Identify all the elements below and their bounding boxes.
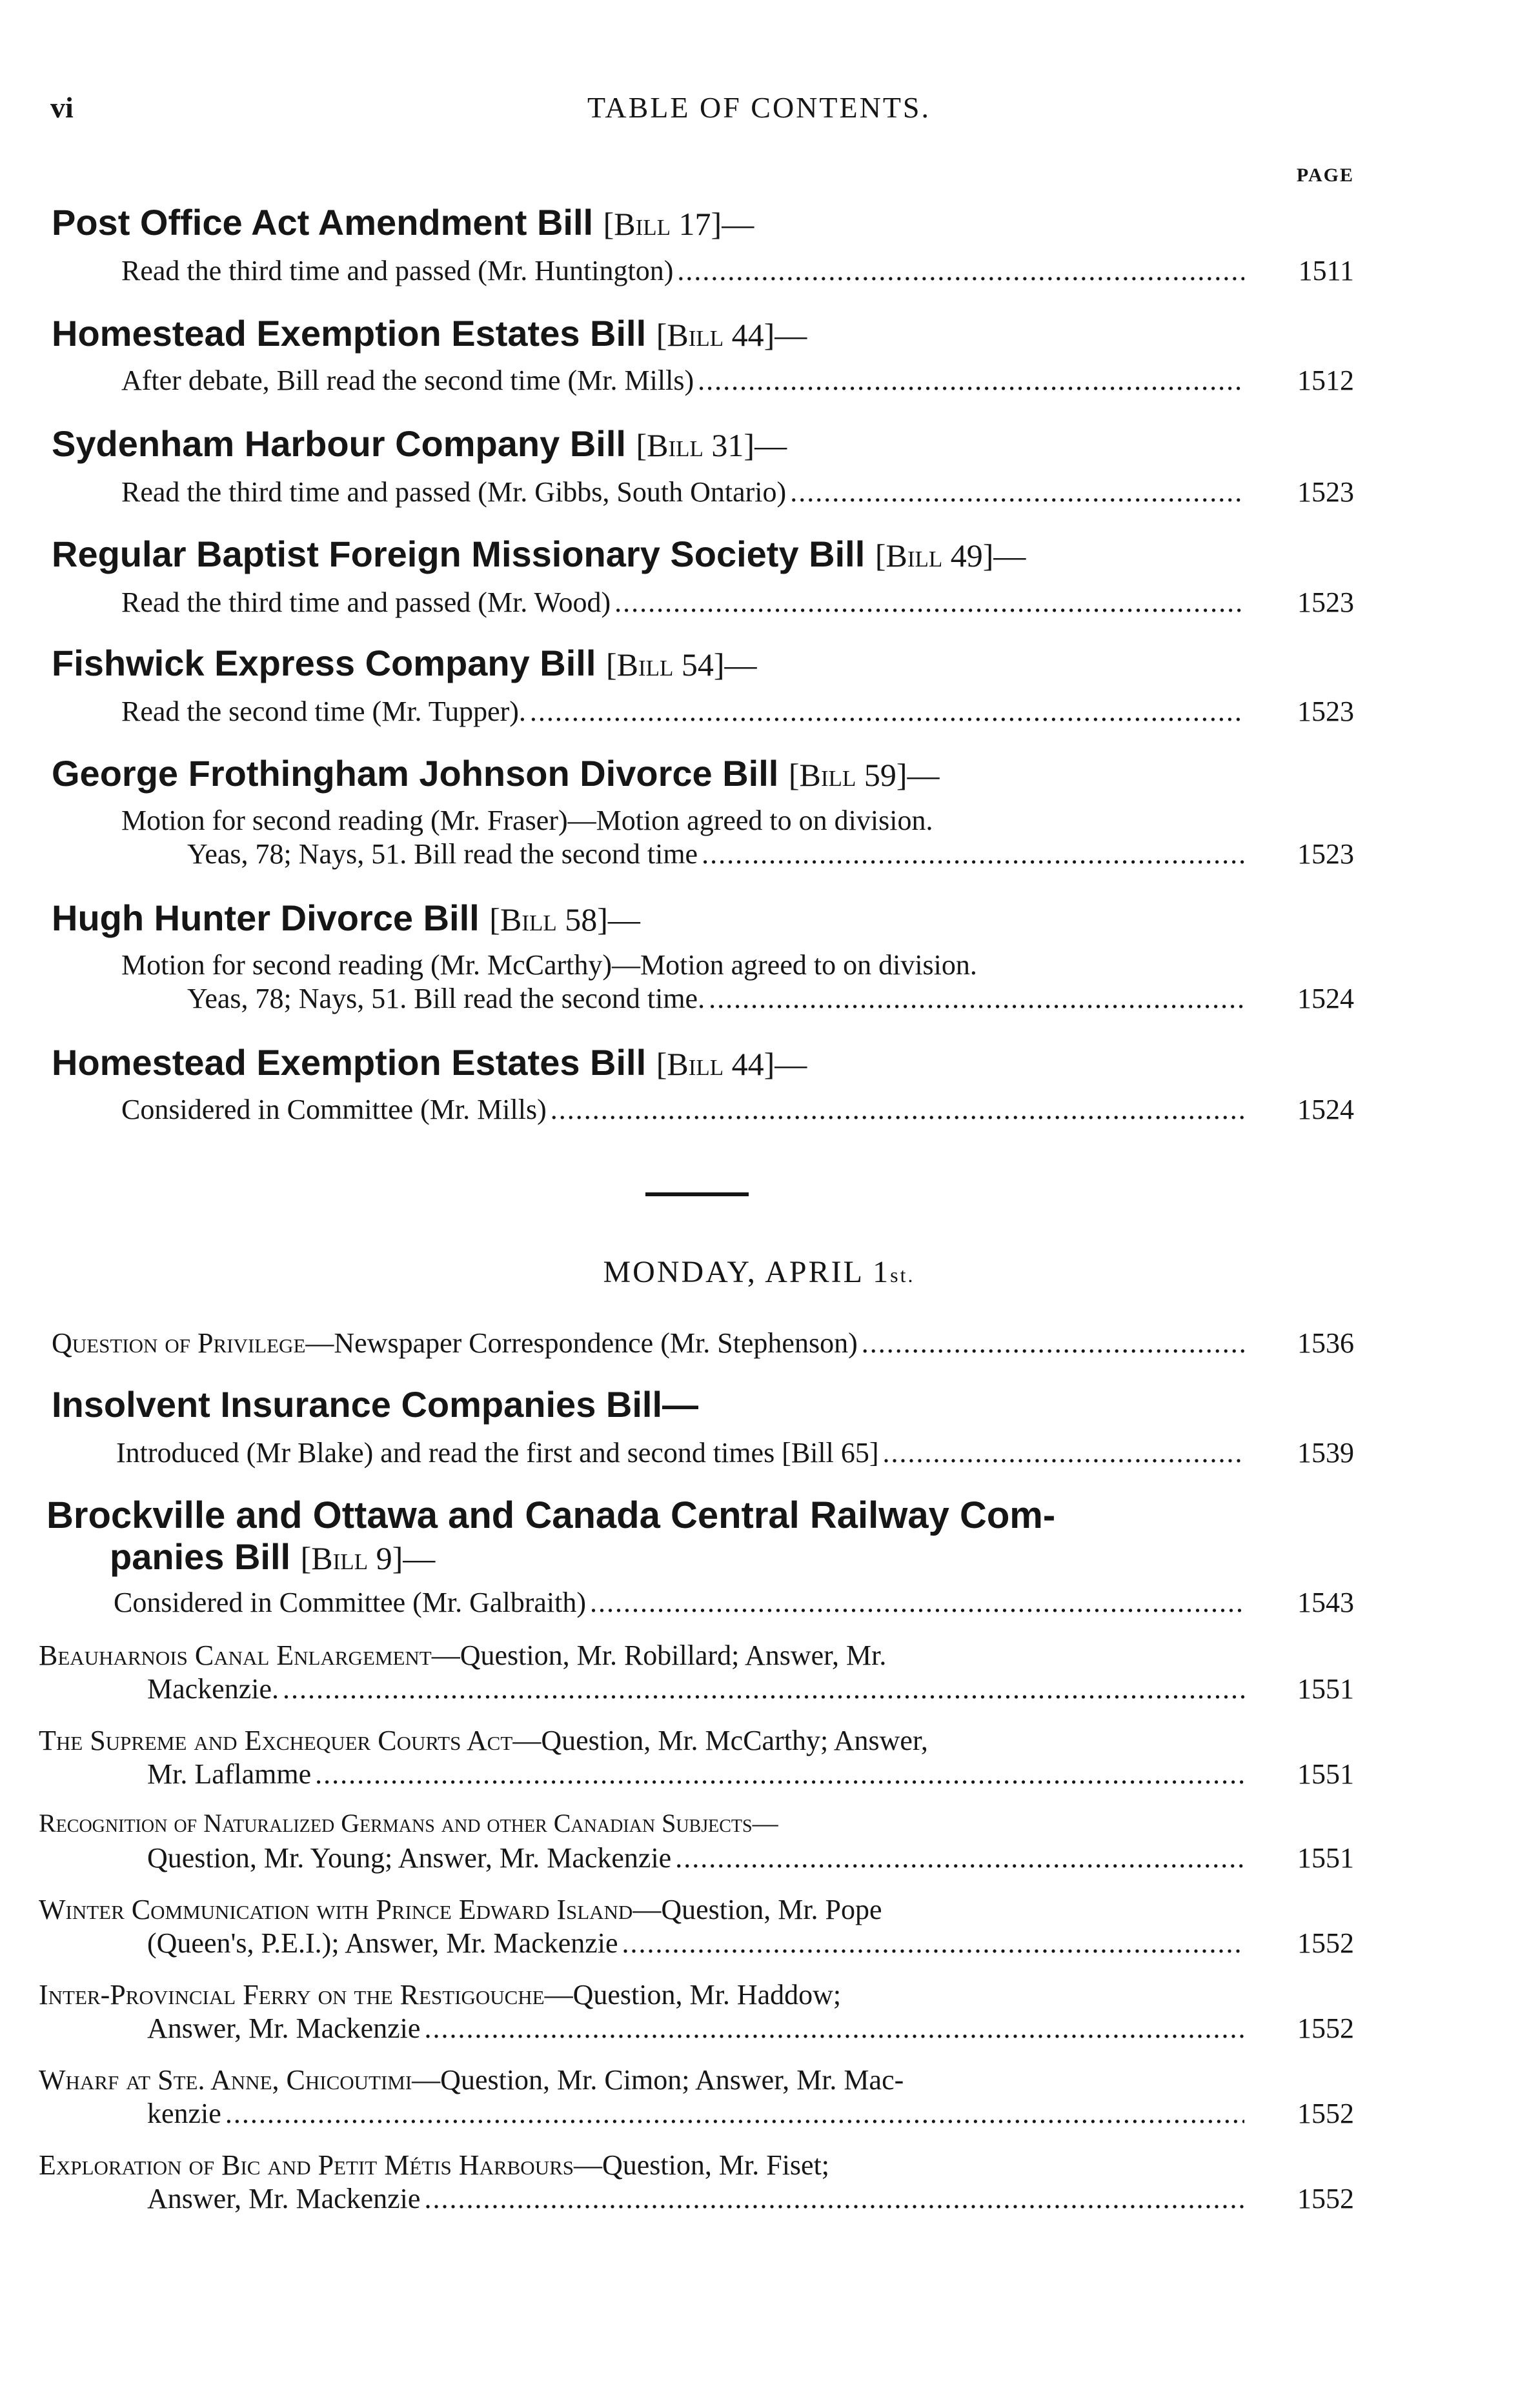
entry-text: —Question, Mr. Fiset; xyxy=(574,2149,830,2181)
leader-dots xyxy=(590,1586,1244,1619)
entry-line xyxy=(39,2063,904,2100)
leader-dots xyxy=(883,1436,1244,1469)
leader-dots xyxy=(424,2182,1244,2215)
entry-line xyxy=(147,1841,1244,1878)
entry-line xyxy=(147,2012,1244,2048)
entry-line xyxy=(39,1893,882,1929)
bill-number: [Bill 9]— xyxy=(300,1540,436,1576)
page-number: 1552 xyxy=(1297,2098,1354,2129)
bill-heading xyxy=(52,201,754,243)
page-column-label: PAGE xyxy=(1296,165,1354,186)
entry-line xyxy=(121,1093,1244,1129)
entry-lead: Winter Communication with Prince Edward Island xyxy=(39,1894,633,1925)
entry-line xyxy=(147,1758,1244,1794)
leader-dots xyxy=(675,1841,1244,1874)
bill-heading xyxy=(52,897,640,939)
entry-text: —Newspaper Correspondence (Mr. Stephenson) xyxy=(305,1327,858,1359)
entry-text: —Question, Mr. McCarthy; Answer, xyxy=(512,1725,928,1756)
entry-text: Answer, Mr. Mackenzie xyxy=(147,2183,421,2214)
entry-line xyxy=(39,1639,886,1675)
entry-line xyxy=(39,1808,778,1844)
entry-text: After debate, Bill read the second time (Mr. Mills) xyxy=(121,365,694,396)
leader-dots xyxy=(614,586,1244,619)
bill-title: Homestead Exemption Estates Bill xyxy=(52,313,647,354)
entry-line xyxy=(39,1978,841,2014)
entry-line xyxy=(121,948,977,985)
entry-text: Answer, Mr. Mackenzie xyxy=(147,2012,421,2044)
page-number: 1511 xyxy=(1298,255,1354,286)
entry-line xyxy=(114,1586,1244,1622)
leader-dots xyxy=(225,2097,1244,2130)
leader-dots xyxy=(530,695,1244,728)
page-number: 1551 xyxy=(1297,1842,1354,1874)
leader-dots xyxy=(698,364,1244,397)
bill-heading xyxy=(52,642,757,684)
bill-number: [Bill 31]— xyxy=(636,427,787,463)
entry-lead: The Supreme and Exchequer Courts Act xyxy=(39,1725,513,1756)
section-heading xyxy=(0,1254,1518,1290)
page-number: 1523 xyxy=(1297,476,1354,508)
bill-title: George Frothingham Johnson Divorce Bill xyxy=(52,753,779,794)
running-title: TABLE OF CONTENTS. xyxy=(587,91,931,124)
page-number: 1543 xyxy=(1297,1587,1354,1618)
bill-heading xyxy=(52,752,939,794)
bill-number: [Bill 58]— xyxy=(489,901,640,938)
entry-text: Read the third time and passed (Mr. Gibbs, South Ontario) xyxy=(121,476,787,508)
bill-title: Fishwick Express Company Bill xyxy=(52,643,596,683)
entry-line xyxy=(147,2097,1244,2133)
entry-line xyxy=(52,1327,1244,1363)
entry-line xyxy=(121,695,1244,731)
entry-text: —Question, Mr. Cimon; Answer, Mr. Mac- xyxy=(412,2064,904,2096)
section-date: MONDAY, APRIL 1 xyxy=(603,1255,891,1289)
section-divider xyxy=(645,1192,749,1196)
leader-dots xyxy=(283,1672,1244,1705)
page-number: 1523 xyxy=(1297,838,1354,870)
entry-text: Introduced (Mr Blake) and read the first and second times [Bill 65] xyxy=(116,1437,879,1469)
page-number: 1536 xyxy=(1297,1327,1354,1359)
leader-dots xyxy=(862,1327,1244,1360)
entry-line xyxy=(121,364,1244,400)
page-number: 1551 xyxy=(1297,1673,1354,1705)
page-number: 1539 xyxy=(1297,1437,1354,1469)
bill-title: Regular Baptist Foreign Missionary Society Bill xyxy=(52,534,865,574)
leader-dots xyxy=(551,1093,1244,1126)
entry-text: Motion for second reading (Mr. Fraser)—Motion agreed to on division. xyxy=(121,805,933,836)
entry-line xyxy=(121,476,1244,512)
entry-text: —Question, Mr. Robillard; Answer, Mr. xyxy=(431,1640,887,1671)
bill-title: Insolvent Insurance Companies Bill— xyxy=(52,1384,699,1425)
entry-text: Read the second time (Mr. Tupper). xyxy=(121,696,526,727)
bill-title: panies Bill xyxy=(110,1536,291,1577)
bill-heading-continued xyxy=(110,1536,435,1578)
entry-line xyxy=(187,982,1244,1018)
page-number: 1552 xyxy=(1297,2012,1354,2044)
leader-dots xyxy=(424,2012,1244,2045)
entry-text: Motion for second reading (Mr. McCarthy)—Motion agreed to on division. xyxy=(121,949,977,981)
page-number: 1552 xyxy=(1297,2183,1354,2214)
bill-number: [Bill 44]— xyxy=(656,317,807,353)
section-date-suffix: st. xyxy=(890,1263,915,1287)
entry-lead: Beauharnois Canal Enlargement xyxy=(39,1640,432,1671)
bill-title: Hugh Hunter Divorce Bill xyxy=(52,898,480,938)
entry-text: Considered in Committee (Mr. Galbraith) xyxy=(114,1587,586,1618)
bill-title: Homestead Exemption Estates Bill xyxy=(52,1042,647,1083)
entry-lead: Question of Privilege xyxy=(52,1327,306,1359)
entry-text: (Queen's, P.E.I.); Answer, Mr. Mackenzie xyxy=(147,1927,618,1959)
bill-title: Sydenham Harbour Company Bill xyxy=(52,423,626,464)
entry-line xyxy=(121,804,933,840)
bill-number: [Bill 44]— xyxy=(656,1046,807,1082)
entry-line xyxy=(147,1927,1244,1963)
bill-heading xyxy=(52,533,1026,575)
entry-lead: Recognition of Naturalized Germans and other Canadian Subjects xyxy=(39,1809,753,1838)
leader-dots xyxy=(790,476,1244,508)
entry-text: — xyxy=(752,1809,778,1838)
bill-heading xyxy=(52,1383,698,1425)
entry-line xyxy=(39,2149,829,2185)
bill-title: Post Office Act Amendment Bill xyxy=(52,202,594,243)
entry-text: Mr. Laflamme xyxy=(147,1758,312,1790)
entry-text: —Question, Mr. Haddow; xyxy=(544,1979,842,2011)
page-number: 1523 xyxy=(1297,587,1354,618)
entry-text: Considered in Committee (Mr. Mills) xyxy=(121,1094,547,1125)
bill-heading xyxy=(46,1494,1056,1536)
leader-dots xyxy=(677,254,1244,287)
entry-line xyxy=(116,1436,1244,1472)
bill-number: [Bill 59]— xyxy=(788,757,940,793)
bill-heading xyxy=(52,312,807,354)
entry-lead: Exploration of Bic and Petit Métis Harbours xyxy=(39,2149,574,2181)
leader-dots xyxy=(315,1758,1244,1791)
leader-dots xyxy=(622,1927,1244,1960)
entry-line xyxy=(147,2182,1244,2218)
entry-line xyxy=(187,838,1244,874)
page-number: 1551 xyxy=(1297,1758,1354,1790)
entry-text: —Question, Mr. Pope xyxy=(632,1894,882,1925)
page-number: 1512 xyxy=(1297,365,1354,396)
entry-text: Yeas, 78; Nays, 51. Bill read the second time xyxy=(187,838,698,870)
entry-text: Read the third time and passed (Mr. Wood) xyxy=(121,587,611,618)
entry-lead: Wharf at Ste. Anne, Chicoutimi xyxy=(39,2064,412,2096)
entry-line xyxy=(121,586,1244,622)
folio: vi xyxy=(50,91,74,124)
bill-title: Brockville and Ottawa and Canada Central Railway Com- xyxy=(46,1494,1056,1536)
bill-heading xyxy=(52,423,787,465)
entry-text: Question, Mr. Young; Answer, Mr. Mackenzie xyxy=(147,1842,672,1874)
leader-dots xyxy=(709,982,1244,1015)
entry-line xyxy=(147,1672,1244,1709)
bill-number: [Bill 54]— xyxy=(605,647,757,683)
page-number: 1524 xyxy=(1297,1094,1354,1125)
page-number: 1552 xyxy=(1297,1927,1354,1959)
entry-line xyxy=(39,1724,928,1760)
bill-number: [Bill 17]— xyxy=(603,206,754,242)
bill-heading xyxy=(52,1041,807,1083)
entry-text: Read the third time and passed (Mr. Huntington) xyxy=(121,255,674,286)
page-number: 1523 xyxy=(1297,696,1354,727)
entry-line xyxy=(121,254,1244,290)
entry-lead: Inter-Provincial Ferry on the Restigouche xyxy=(39,1979,545,2011)
entry-text: kenzie xyxy=(147,2098,221,2129)
entry-text: Yeas, 78; Nays, 51. Bill read the second time. xyxy=(187,983,705,1014)
entry-text: Mackenzie. xyxy=(147,1673,279,1705)
leader-dots xyxy=(702,838,1244,870)
bill-number: [Bill 49]— xyxy=(875,537,1026,574)
page-number: 1524 xyxy=(1297,983,1354,1014)
